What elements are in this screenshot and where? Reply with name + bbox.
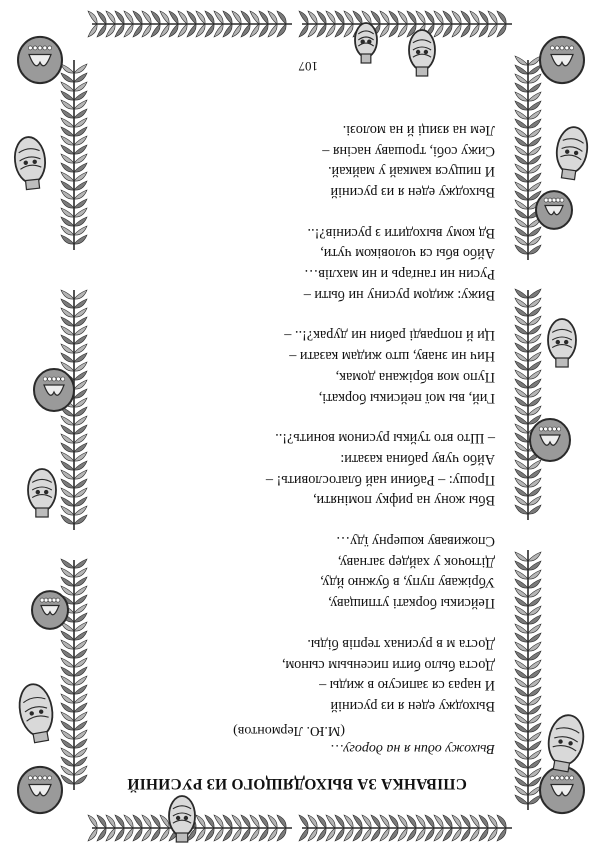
verse-line: Убріжаву пупу, в бужню йду, [320, 574, 495, 591]
ceramic-vessel-icon [409, 30, 435, 76]
bird-emblem-icon [18, 767, 62, 813]
verse-line: Айбо чуву рабина казати: [340, 450, 495, 467]
poem-block [87, 99, 507, 792]
ceramic-vessel-icon [553, 125, 590, 181]
bird-emblem-icon [34, 369, 74, 411]
stanzas [87, 119, 507, 716]
verse-line: Дітючок у хайдер загнаву, [337, 553, 495, 570]
stanza [87, 325, 495, 408]
stanza [87, 530, 495, 613]
verse-line: – Што вто туйкы русином вонить?!.. [275, 430, 495, 447]
verse-line: Сижу собі, трошаву насіня – [322, 142, 495, 159]
verse-line: Нич ни знаву, што жидам казати – [289, 348, 495, 365]
epigraph [87, 716, 495, 756]
verse-line: Доста было бити писеньым сыном, [281, 656, 495, 673]
fern-branch-icon [88, 11, 292, 37]
fern-branch-icon [515, 550, 541, 810]
fern-branch-icon [61, 559, 87, 790]
verse-line: Вбы жону на рифку поміняти, [313, 492, 495, 509]
epigraph-author: (М.Ю. Лермонтов) [233, 723, 345, 738]
fern-branch-icon [515, 289, 541, 520]
verse-line: И пищуся камкай у майкай. [328, 163, 495, 180]
fern-branch-icon [299, 815, 512, 841]
bird-emblem-icon [18, 37, 62, 83]
verse-line: Прошу: – Рабини най благословить! – [265, 471, 495, 488]
fern-branch-icon [299, 11, 512, 37]
verse-line: Пейсикы боркаті утпищаву, [328, 595, 495, 612]
verse-line: Выходжу еден я из русиній [330, 698, 495, 714]
ceramic-vessel-icon [28, 469, 56, 517]
fern-branch-icon [61, 290, 87, 530]
verse-line: Вижу: жидом русину ни быти – [303, 286, 495, 303]
bird-emblem-icon [32, 591, 68, 629]
verse-line: Айбо вбы ся чоловіком чути, [320, 245, 495, 262]
stanza [87, 633, 495, 716]
verse-line: Гий, вы мої пейсикы боркаті, [318, 389, 495, 406]
verse-line: И нараз ся записую в жиды – [319, 677, 495, 694]
poem-title: СПІВАНКА ЗА ВЫХОДЯЩОГО ИЗ РУСИНІЙ [127, 775, 467, 792]
bird-emblem-icon [540, 767, 584, 813]
fern-branch-icon [515, 56, 541, 260]
epigraph-line: Выхожу один я на дорогу… [330, 741, 495, 756]
verse-line: Пупо моя вбріжана домак, [335, 368, 495, 385]
bird-emblem-icon [536, 191, 572, 229]
verse-line: Споживаву кошерну їду… [335, 533, 495, 550]
bird-emblem-icon [530, 419, 570, 461]
ceramic-vessel-icon [13, 136, 48, 191]
verse-line: Лем на язиці й на молозі. [342, 121, 495, 138]
stanza [87, 119, 495, 202]
page-number: 107 [298, 59, 318, 74]
ceramic-vessel-icon [355, 23, 377, 63]
stanza [87, 428, 495, 511]
ceramic-vessel-icon [16, 682, 58, 745]
verse-line: Доста м в русинах терпів біды. [307, 635, 495, 652]
verse-line: Ци й поправді рабин ни дурак?!.. – [284, 327, 495, 344]
bird-emblem-icon [540, 37, 584, 83]
verse-line: Выходжу еден я из русиній [330, 183, 495, 200]
ceramic-vessel-icon [548, 319, 576, 367]
verse-line: Русин ни ганґарь и ни махлів… [304, 266, 495, 283]
verse-line: Вд кому выходити з русинів?!.. [307, 224, 495, 241]
fern-branch-icon [61, 60, 87, 250]
stanza [87, 222, 495, 305]
ceramic-vessel-icon [544, 712, 587, 773]
